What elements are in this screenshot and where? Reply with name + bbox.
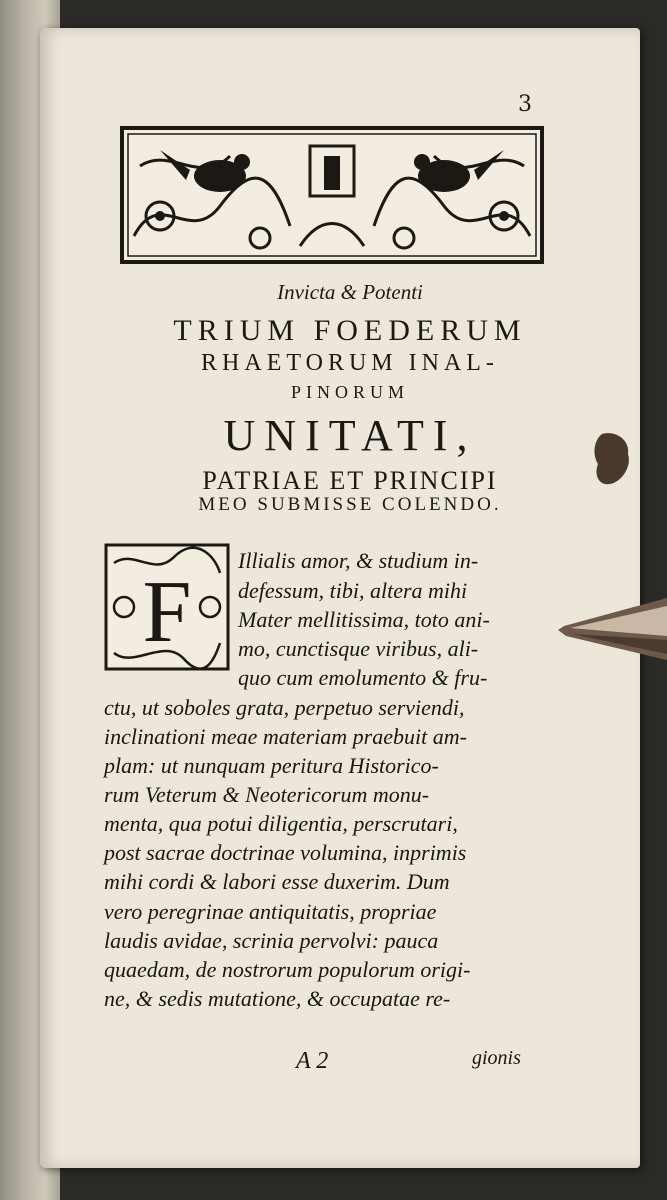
title-line-1: TRIUM FOEDERUM xyxy=(173,314,527,347)
paper-stain xyxy=(592,430,634,488)
decorated-initial xyxy=(104,543,230,671)
initial-letter: F xyxy=(142,564,192,661)
title-line-5: PATRIAE ET PRINCIPI xyxy=(202,466,498,495)
body-line-2: defessum, tibi, altera mihi xyxy=(238,578,468,603)
body-line-15: quaedam, de nostrorum populorum origi- xyxy=(104,957,471,982)
body-line-14: laudis avidae, scrinia pervolvi: pauca xyxy=(104,928,439,953)
catchword: gionis xyxy=(472,1047,521,1069)
signature-mark: A 2 xyxy=(296,1048,329,1074)
dedication-invocation: Invicta & Potenti xyxy=(277,280,423,304)
body-line-8: plam: ut nunquam peritura Historico- xyxy=(104,753,439,778)
body-line-13: vero peregrinae antiquitatis, propriae xyxy=(104,899,437,924)
body-line-7: inclinationi meae materiam praebuit am- xyxy=(104,724,467,749)
body-line-10: menta, qua potui diligentia, perscrutari, xyxy=(104,811,458,836)
body-line-16: ne, & sedis mutatione, & occupatae re- xyxy=(104,986,451,1011)
body-line-9: rum Veterum & Neotericorum monu- xyxy=(104,782,430,807)
page-number: 3 xyxy=(518,92,532,117)
body-line-11: post sacrae doctrinae volumina, inprimis xyxy=(104,840,467,865)
title-line-2: RHAETORUM INAL- xyxy=(201,350,499,376)
body-line-5: quo cum emolumento & fru- xyxy=(238,665,488,690)
title-line-4: UNITATI, xyxy=(223,411,477,460)
body-line-1: Illialis amor, & studium in- xyxy=(238,548,479,573)
title-line-6: MEO SUBMISSE COLENDO. xyxy=(198,494,502,515)
body-line-12: mihi cordi & labori esse duxerim. Dum xyxy=(104,869,450,894)
body-line-6: ctu, ut soboles grata, perpetuo serviendi, xyxy=(104,695,465,720)
metal-pointer-tip xyxy=(556,592,667,664)
ornamental-headpiece xyxy=(120,126,544,264)
body-line-3: Mater mellitissima, toto ani- xyxy=(238,607,490,632)
title-line-3: PINORUM xyxy=(290,382,409,402)
body-line-4: mo, cunctisque viribus, ali- xyxy=(238,636,479,661)
